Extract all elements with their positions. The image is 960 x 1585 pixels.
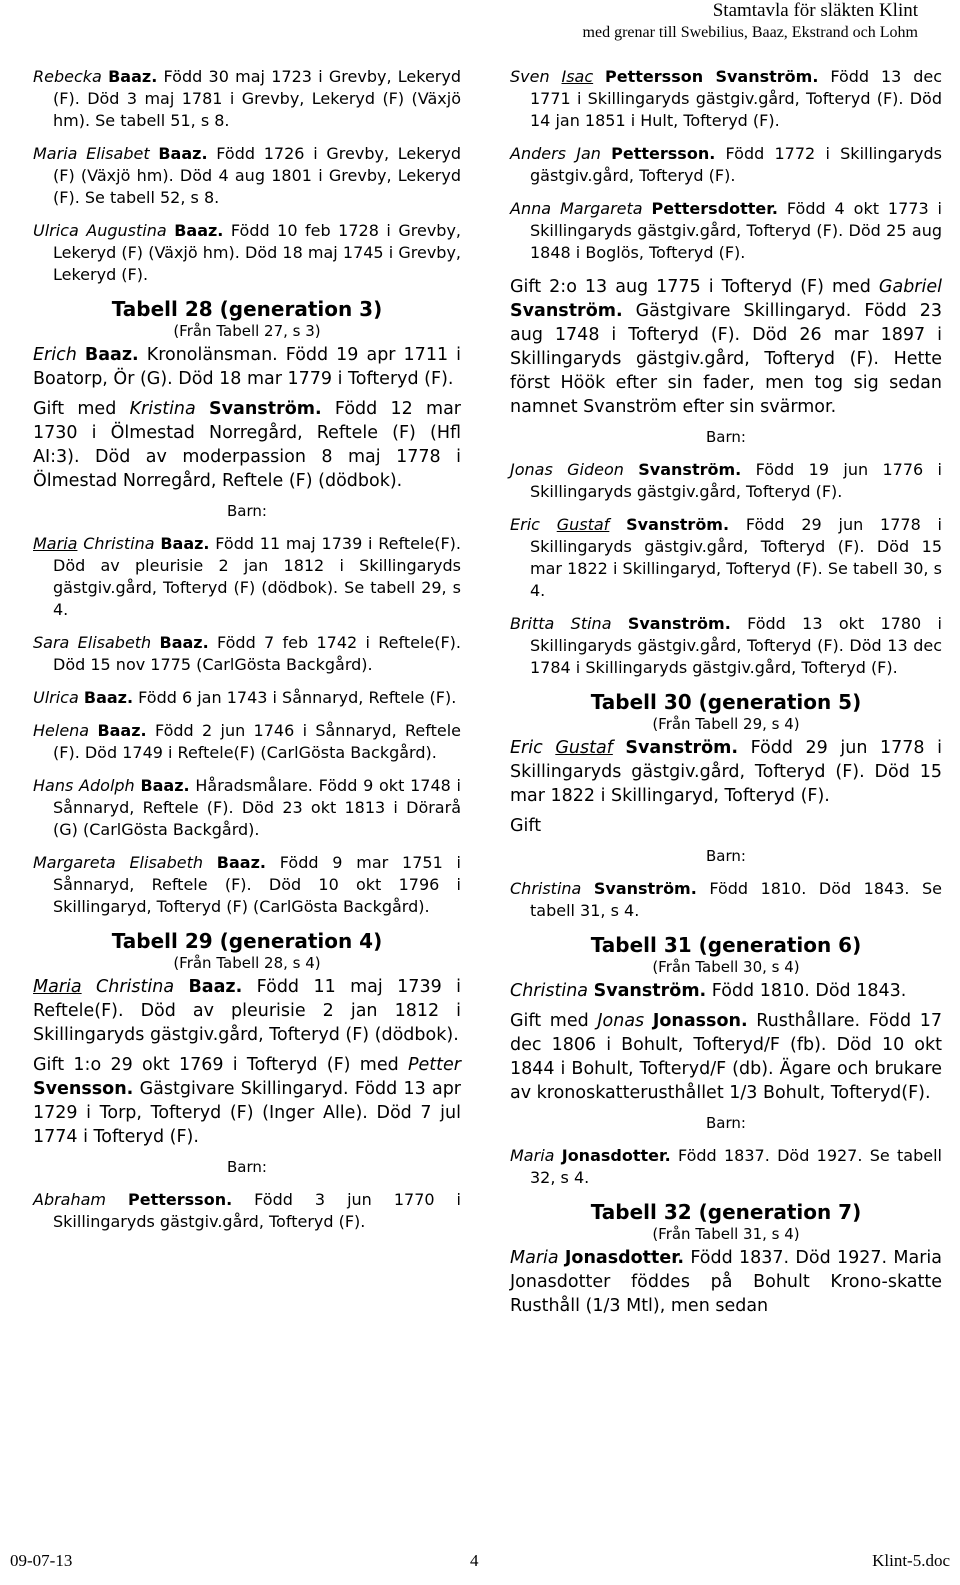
table-heading: Tabell 28 (generation 3)	[111, 297, 383, 321]
person-entry: Abraham Pettersson. Född 3 jun 1770 i Skillingaryds gästgiv.gård, Tofteryd (F).	[33, 1190, 461, 1231]
paragraph: Gift med Kristina Svanström. Född 12 mar 1730 i Ölmestad Norregård, Reftele (F) (Hfl AI:3). Död av moderpassion 8 maj 1778 i Ölmestad Norregård, Reftele (F) (dödbok).	[33, 399, 461, 491]
paragraph: Gift	[510, 816, 542, 836]
person-entry: Maria Christina Baaz. Född 11 maj 1739 i Reftele(F). Död av pleurisie 2 jan 1812 i Skillingaryds gästgiv.gård, Tofteryd (F) (dödbok). Se tabell 29, s 4.	[33, 534, 461, 619]
footer-filename: Klint-5.doc	[872, 1551, 950, 1570]
person-entry: Helena Baaz. Född 2 jun 1746 i Sånnaryd, Reftele (F). Död 1749 i Reftele(F) (CarlGösta Backgård).	[33, 721, 461, 762]
person-entry: Britta Stina Svanström. Född 13 okt 1780 i Skillingaryds gästgiv.gård, Tofteryd (F). Död 13 dec 1784 i Skillingaryds gästgiv.gård, Tofteryd (F).	[510, 614, 942, 677]
paragraph: Eric Gustaf Svanström. Född 29 jun 1778 i Skillingaryds gästgiv.gård, Tofteryd (F). Död 15 mar 1822 i Skillingaryd, Tofteryd (F).	[510, 738, 942, 806]
table-heading: Tabell 32 (generation 7)	[590, 1200, 862, 1224]
table-heading: Tabell 29 (generation 4)	[111, 929, 383, 953]
person-entry: Sara Elisabeth Baaz. Född 7 feb 1742 i Reftele(F). Död 15 nov 1775 (CarlGösta Backgård).	[33, 633, 462, 674]
left-column	[33, 66, 461, 1244]
table-source-note: (Från Tabell 29, s 4)	[652, 715, 800, 733]
table-source-note: (Från Tabell 28, s 4)	[173, 954, 321, 972]
person-entry: Jonas Gideon Svanström. Född 19 jun 1776 i Skillingaryds gästgiv.gård, Tofteryd (F).	[510, 460, 942, 501]
right-column	[510, 66, 942, 1324]
person-entry: Margareta Elisabeth Baaz. Född 9 mar 1751 i Sånnaryd, Reftele (F). Död 10 okt 1796 i Skillingaryd, Tofteryd (F) (CarlGösta Backgård).	[33, 853, 461, 916]
paragraph: Erich Baaz. Kronolänsman. Född 19 apr 1711 i Boatorp, Ör (G). Död 18 mar 1779 i Tofteryd (F).	[33, 345, 461, 389]
paragraph: Christina Svanström. Född 1810. Död 1843.	[510, 981, 907, 1001]
person-entry: Hans Adolph Baaz. Håradsmålare. Född 9 okt 1748 i Sånnaryd, Reftele (F). Död 23 okt 1813 i Dörarå (G) (CarlGösta Backgård).	[33, 776, 461, 839]
paragraph: Gift 2:o 13 aug 1775 i Tofteryd (F) med Gabriel Svanström. Gästgivare Skillingaryd. Född 23 aug 1748 i Tofteryd (F). Död 26 mar 1897 i Skillingaryds gästgiv.gård, Tofteryd (F). Hette först Höök efter sin fader, men tog sig sedan namnet Svanström efter sin svärmor.	[510, 277, 942, 417]
table-heading: Tabell 30 (generation 5)	[590, 690, 862, 714]
page-header	[583, 0, 918, 44]
children-label: Barn:	[706, 1114, 746, 1132]
children-label: Barn:	[706, 428, 746, 446]
person-entry: Anna Margareta Pettersdotter. Född 4 okt 1773 i Skillingaryds gästgiv.gård, Tofteryd (F). Död 25 aug 1848 i Boglös, Tofteryd (F).	[510, 199, 943, 262]
children-label: Barn:	[706, 847, 746, 865]
person-entry: Rebecka Baaz. Född 30 maj 1723 i Grevby, Lekeryd (F). Död 3 maj 1781 i Grevby, Lekeryd (F) (Växjö hm). Se tabell 51, s 8.	[33, 67, 462, 130]
paragraph: Maria Christina Baaz. Född 11 maj 1739 i Reftele(F). Död av pleurisie 2 jan 1812 i Skillingaryds gästgiv.gård, Tofteryd (F) (dödbok).	[33, 977, 461, 1045]
document-title: Stamtavla för släkten Klint	[712, 0, 918, 21]
children-label: Barn:	[227, 1158, 267, 1176]
paragraph: Gift med Jonas Jonasson. Rusthållare. Född 17 dec 1806 i Bohult, Tofteryd/F (fb). Död 10 okt 1844 i Bohult, Tofteryd/F (db). Ägare och brukare av kronoskatterusthållet 1/3 Bohult, Tofteryd(F).	[510, 1011, 943, 1103]
person-entry: Ulrica Augustina Baaz. Född 10 feb 1728 i Grevby, Lekeryd (F) (Växjö hm). Död 18 maj 1745 i Grevby, Lekeryd (F).	[33, 221, 461, 284]
person-entry: Eric Gustaf Svanström. Född 29 jun 1778 i Skillingaryds gästgiv.gård, Tofteryd (F). Död 15 mar 1822 i Skillingaryd, Tofteryd (F). Se tabell 30, s 4.	[510, 515, 942, 600]
footer-date: 09-07-13	[10, 1551, 73, 1570]
footer-page-number: 4	[470, 1551, 479, 1570]
person-entry: Anders Jan Pettersson. Född 1772 i Skillingaryds gästgiv.gård, Tofteryd (F).	[510, 144, 942, 185]
person-entry: Maria Jonasdotter. Född 1837. Död 1927. Se tabell 32, s 4.	[510, 1146, 942, 1187]
person-entry: Maria Elisabet Baaz. Född 1726 i Grevby, Lekeryd (F) (Växjö hm). Död 4 aug 1801 i Grevby, Lekeryd (F). Se tabell 52, s 8.	[33, 144, 461, 207]
paragraph: Gift 1:o 29 okt 1769 i Tofteryd (F) med Petter Svensson. Gästgivare Skillingaryd. Född 13 apr 1729 i Torp, Tofteryd (F) (Inger Alle). Död 7 jul 1774 i Tofteryd (F).	[33, 1055, 461, 1147]
table-source-note: (Från Tabell 27, s 3)	[173, 322, 321, 340]
table-source-note: (Från Tabell 30, s 4)	[652, 958, 800, 976]
children-label: Barn:	[227, 502, 267, 520]
table-heading: Tabell 31 (generation 6)	[590, 933, 862, 957]
table-source-note: (Från Tabell 31, s 4)	[652, 1225, 800, 1243]
person-entry: Christina Svanström. Född 1810. Död 1843. Se tabell 31, s 4.	[510, 879, 942, 920]
person-entry: Ulrica Baaz. Född 6 jan 1743 i Sånnaryd, Reftele (F).	[33, 688, 457, 707]
person-entry: Sven Isac Pettersson Svanström. Född 13 dec 1771 i Skillingaryds gästgiv.gård, Tofteryd (F). Död 14 jan 1851 i Hult, Tofteryd (F).	[510, 67, 942, 130]
paragraph: Maria Jonasdotter. Född 1837. Död 1927. Maria Jonasdotter föddes på Bohult Krono-skatte Rusthåll (1/3 Mtl), men sedan	[510, 1248, 942, 1316]
document-subtitle: med grenar till Swebilius, Baaz, Ekstrand och Lohm	[582, 24, 918, 41]
